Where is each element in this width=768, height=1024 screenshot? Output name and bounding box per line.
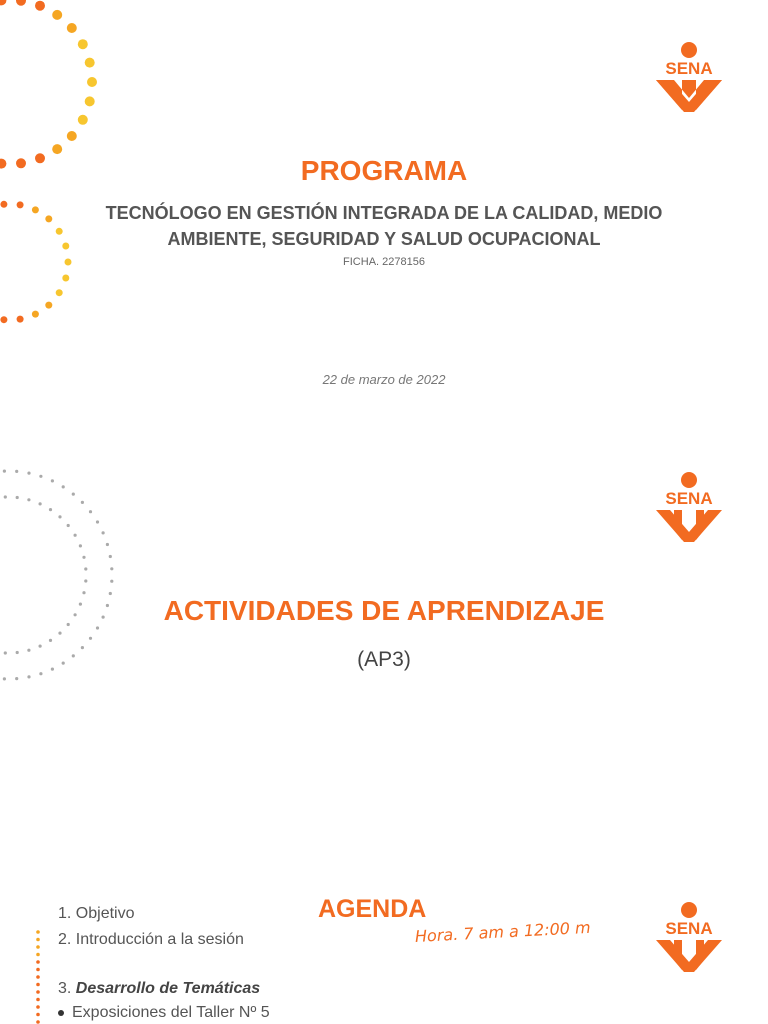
decorative-dot bbox=[15, 677, 18, 680]
decorative-dot bbox=[49, 639, 52, 642]
agenda-item-text: Desarrollo de Temáticas bbox=[75, 980, 261, 997]
bullet-icon bbox=[58, 1010, 64, 1016]
decorative-dot bbox=[36, 938, 40, 942]
sena-logo bbox=[650, 40, 730, 120]
agenda-item-introduccion bbox=[58, 931, 244, 949]
decorative-dot bbox=[36, 960, 40, 964]
decorative-dot bbox=[72, 493, 75, 496]
program-name bbox=[0, 200, 768, 252]
decorative-dot bbox=[85, 58, 95, 68]
decorative-dot bbox=[27, 675, 30, 678]
decorative-dot bbox=[52, 10, 62, 20]
decorative-dot bbox=[78, 115, 88, 125]
ficha-number: FICHA. 2278156 bbox=[343, 256, 425, 268]
decorative-dot bbox=[32, 311, 39, 318]
decorative-dot bbox=[3, 470, 6, 473]
decorative-dot bbox=[74, 534, 77, 537]
agenda-item-objetivo bbox=[58, 905, 135, 923]
decorative-dot bbox=[36, 975, 40, 979]
decorative-dot bbox=[109, 555, 112, 558]
slide-programa bbox=[0, 0, 768, 430]
svg-text:SENA: SENA bbox=[665, 919, 713, 938]
decorative-dot bbox=[96, 520, 99, 523]
decorative-dot bbox=[36, 1013, 40, 1017]
agenda-item-number: 1. bbox=[58, 905, 72, 922]
decorative-dot bbox=[52, 144, 62, 154]
decorative-dot bbox=[36, 1005, 40, 1009]
sena-logo bbox=[650, 900, 730, 980]
decorative-dot bbox=[27, 472, 30, 475]
decorative-dot bbox=[36, 968, 40, 972]
decorative-dot bbox=[87, 77, 97, 87]
decorative-dot bbox=[3, 677, 6, 680]
sena-logo bbox=[650, 470, 730, 550]
decorative-dot bbox=[58, 515, 61, 518]
decorative-dot bbox=[36, 930, 40, 934]
decorative-dot bbox=[39, 475, 42, 478]
decorative-dot bbox=[110, 580, 113, 583]
decorative-dot bbox=[16, 496, 19, 499]
decorative-dot bbox=[15, 470, 18, 473]
agenda-schedule: Hora. 7 am a 12:00 m bbox=[414, 917, 592, 946]
decorative-dot bbox=[67, 524, 70, 527]
decorative-dot bbox=[67, 131, 77, 141]
agenda-item-number: 3. bbox=[58, 980, 72, 997]
decorative-dot bbox=[67, 23, 77, 33]
decorative-dot bbox=[51, 479, 54, 482]
decorative-dot bbox=[84, 567, 87, 570]
decorative-dot bbox=[110, 567, 113, 570]
agenda-item-number: 2. bbox=[58, 931, 72, 948]
decorative-dot bbox=[36, 998, 40, 1002]
decorative-dot bbox=[58, 632, 61, 635]
decorative-dot bbox=[49, 508, 52, 511]
decorative-dot bbox=[81, 501, 84, 504]
agenda-title: AGENDA bbox=[318, 895, 427, 923]
decorative-dot bbox=[85, 96, 95, 106]
program-name-line-1: TECNÓLOGO EN GESTIÓN INTEGRADA DE LA CALIDAD, MEDIO bbox=[105, 203, 663, 223]
decorative-dot bbox=[36, 945, 40, 949]
slide-actividades bbox=[0, 430, 768, 860]
decorative-dot bbox=[84, 579, 87, 582]
decorative-dot bbox=[36, 983, 40, 987]
program-name-line-2: AMBIENTE, SEGURIDAD Y SALUD OCUPACIONAL bbox=[167, 229, 601, 249]
decorative-dot bbox=[79, 544, 82, 547]
decorative-dot bbox=[39, 502, 42, 505]
decorative-dot bbox=[45, 302, 52, 309]
agenda-subitem-exposiciones bbox=[58, 1004, 270, 1022]
decorative-dot bbox=[56, 289, 63, 296]
decorative-dot bbox=[62, 275, 69, 282]
decorative-dot bbox=[16, 0, 26, 6]
decorative-dot bbox=[35, 1, 45, 11]
orange-dot-line-decoration bbox=[0, 860, 60, 1024]
activity-code: (AP3) bbox=[357, 648, 411, 671]
decorative-dot bbox=[89, 510, 92, 513]
agenda-subitem-text: Exposiciones del Taller Nº 5 bbox=[72, 1004, 270, 1021]
decorative-dot bbox=[27, 498, 30, 501]
agenda-item-text: Introducción a la sesión bbox=[75, 931, 244, 948]
decorative-dot bbox=[78, 39, 88, 49]
decorative-dot bbox=[0, 316, 7, 323]
activities-title: ACTIVIDADES DE APRENDIZAJE bbox=[163, 595, 605, 626]
slide-agenda bbox=[0, 860, 768, 1024]
decorative-dot bbox=[36, 1020, 40, 1024]
decorative-dot bbox=[17, 316, 24, 323]
decorative-dot bbox=[39, 672, 42, 675]
svg-text:SENA: SENA bbox=[665, 59, 713, 78]
decorative-dot bbox=[82, 556, 85, 559]
decorative-dot bbox=[106, 543, 109, 546]
decorative-dot bbox=[102, 531, 105, 534]
presentation-date: 22 de marzo de 2022 bbox=[322, 372, 446, 387]
decorative-dot bbox=[0, 0, 6, 5]
decorative-dot bbox=[82, 591, 85, 594]
decorative-dot bbox=[4, 495, 7, 498]
decorative-dot bbox=[36, 990, 40, 994]
svg-text:SENA: SENA bbox=[665, 489, 713, 508]
agenda-item-desarrollo bbox=[58, 980, 260, 998]
decorative-dot bbox=[36, 953, 40, 957]
grey-dot-arc-decoration bbox=[0, 430, 140, 730]
decorative-dot bbox=[62, 485, 65, 488]
agenda-item-text: Objetivo bbox=[75, 905, 135, 922]
decorative-dot bbox=[89, 637, 92, 640]
program-title: PROGRAMA bbox=[300, 155, 468, 186]
